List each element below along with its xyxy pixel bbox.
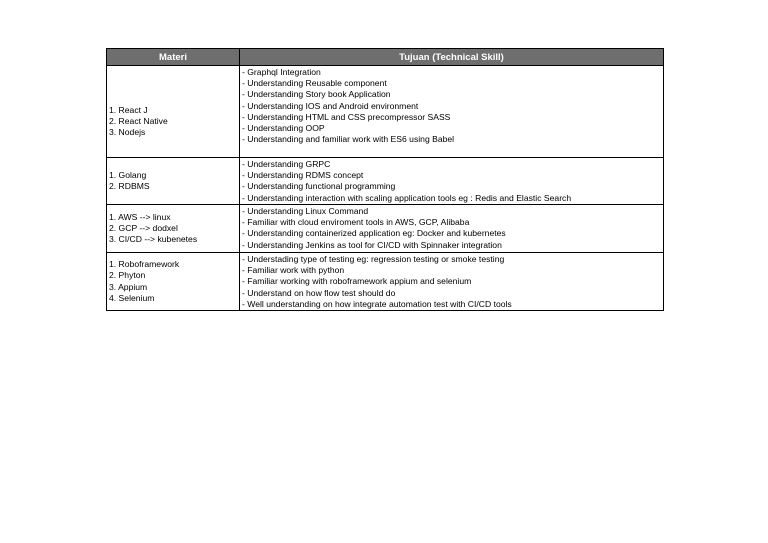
tujuan-item: - Understanding HTML and CSS precompressor SASS	[242, 111, 451, 122]
curriculum-table	[106, 48, 664, 311]
tujuan-cell	[240, 205, 664, 253]
table-row	[107, 66, 664, 158]
materi-item: 2. GCP --> dodxel	[109, 222, 178, 233]
materi-item: 2. React Native	[109, 115, 168, 126]
tujuan-item: - Understanding Linux Command	[242, 206, 369, 216]
tujuan-item: - Understanding Jenkins as tool for CI/CD with Spinnaker integration	[242, 239, 502, 250]
tujuan-item: - Understanding OOP	[242, 123, 325, 134]
tujuan-item: - Understading type of testing eg: regression testing or smoke testing	[242, 254, 505, 264]
table-row	[107, 253, 664, 311]
tujuan-item: - Understanding containerized application eg: Docker and kubernetes	[242, 228, 506, 239]
header-tujuan: Tujuan (Technical Skill)	[240, 49, 664, 66]
tujuan-item: - Understanding functional programming	[242, 181, 396, 192]
tujuan-item: - Understanding GRPC	[242, 159, 331, 169]
materi-item: 1. Golang	[109, 169, 147, 180]
tujuan-item: - Graphql Integration	[242, 67, 321, 77]
tujuan-item: - Well understanding on how integrate automation test with CI/CD tools	[242, 298, 512, 309]
materi-item: 3. Appium	[109, 281, 148, 292]
materi-item: 1. Roboframework	[109, 259, 180, 270]
tujuan-item: - Understanding IOS and Android environment	[242, 100, 419, 111]
tujuan-item: - Understanding Story book Application	[242, 89, 391, 100]
header-row	[107, 49, 664, 66]
materi-cell	[107, 66, 240, 158]
materi-cell	[107, 158, 240, 205]
materi-cell	[107, 205, 240, 253]
tujuan-item: - Understanding interaction with scaling application tools eg : Redis and Elastic Search	[242, 192, 572, 203]
materi-item: 2. Phyton	[109, 270, 146, 281]
materi-item: 1. React J	[109, 104, 148, 115]
materi-item: 3. Nodejs	[109, 127, 146, 138]
tujuan-cell	[240, 158, 664, 205]
materi-cell	[107, 253, 240, 311]
table-row	[107, 205, 664, 253]
materi-item: 4. Selenium	[109, 292, 155, 303]
table-row	[107, 158, 664, 205]
materi-item: 1. AWS --> linux	[109, 211, 171, 222]
tujuan-item: - Understanding and familiar work with ES6 using Babel	[242, 134, 455, 145]
tujuan-item: - Familiar work with python	[242, 265, 345, 276]
tujuan-cell	[240, 66, 664, 158]
materi-item: 3. CI/CD --> kubenetes	[109, 234, 198, 245]
tujuan-item: - Understand on how flow test should do	[242, 287, 396, 298]
tujuan-item: - Familiar with cloud enviroment tools in AWS, GCP, Alibaba	[242, 217, 470, 228]
tujuan-cell	[240, 253, 664, 311]
tujuan-item: - Understanding RDMS concept	[242, 170, 364, 181]
tujuan-item: - Familiar working with roboframework appium and selenium	[242, 276, 472, 287]
tujuan-item: - Understanding Reusable component	[242, 78, 387, 89]
header-materi: Materi	[107, 49, 240, 66]
materi-item: 2. RDBMS	[109, 181, 150, 191]
